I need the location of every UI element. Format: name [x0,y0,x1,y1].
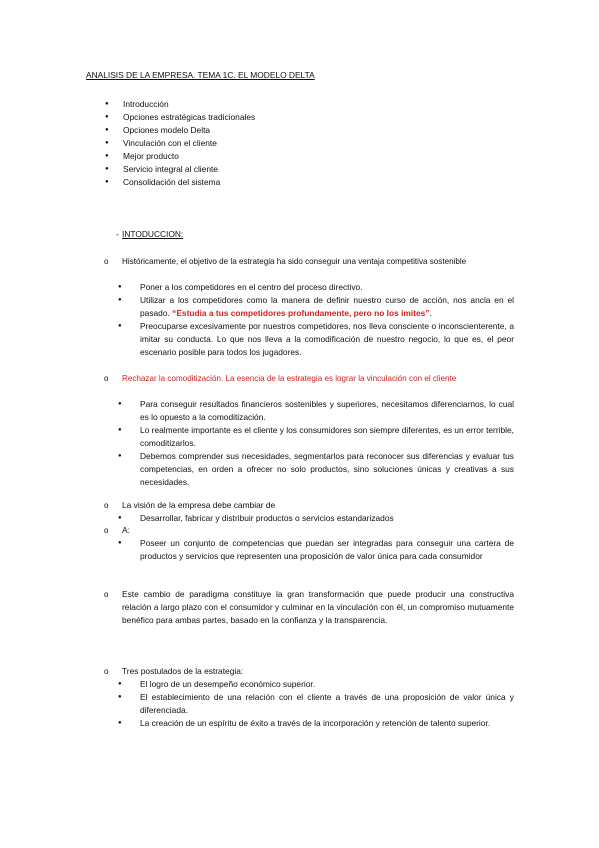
table-of-contents [105,98,255,189]
list-item: ● Desarrollar, fabricar y distribuir productos o servicios estandarizados [140,512,514,525]
circle-bullet: o [104,526,109,535]
list-item: ● El establecimiento de una relación con el cliente a través de una proposición de valor única y diferenciada. [140,691,514,717]
paragraph-lead: Rechazar la comoditización. La esencia de la estrategia es lograr la vinculación con el cliente [122,374,457,383]
toc-item: ● Introducción [105,98,255,111]
circle-bullet: o [104,374,109,383]
list-item: ● La creación de un espíritu de éxito a través de la incorporación y retención de talento superior. [140,717,514,730]
circle-bullet: o [104,590,109,599]
list-item: ● Poseer un conjunto de competencias que puedan ser integradas para conseguir una cartera de productos y servicios que representen una proposición de valor única para cada consumidor [140,537,514,563]
list-item-text: Utilizar a los competidores como la manera de definir nuestro curso de acción, nos ancla en el pasado. [140,295,514,318]
highlighted-quote: “Estudia a tus competidores profundamente, pero no los imites” [172,308,430,318]
paragraph-lead: Tres postulados de la estrategia: [122,666,244,676]
list-item: ● Para conseguir resultados financieros sostenibles y superiores, necesitamos diferenciarnos, lo cual es lo opuesto a la comoditización. [140,398,514,424]
circle-bullet: o [104,501,109,510]
bullet-list [140,678,514,730]
document-title: ANALISIS DE LA EMPRESA. TEMA 1C. EL MODELO DELTA [86,70,315,80]
list-item [140,294,514,320]
list-item: ● Preocuparse excesivamente por nuestros competidores, nos lleva consciente o inconscienterente, a imitar su conducta. Lo que nos lleva a la comodificación de nuestro negocio, lo que es, el peor escenario posible para todos los jugadores. [140,320,514,359]
paragraph-lead: A: [122,525,130,535]
section-heading: INTODUCCION: [122,229,184,239]
bullet-list [140,281,514,359]
bullet-list [140,398,514,489]
paragraph-lead: La visión de la empresa debe cambiar de [122,500,276,510]
list-item: ● Lo realmente importante es el cliente y los consumidores son siempre diferentes, es un error terrible, comoditizarlos. [140,424,514,450]
list-item: ● El logro de un desempeño económico superior. [140,678,514,691]
toc-item: ● Opciones modelo Delta [105,124,255,137]
paragraph-lead: Históricamente, el objetivo de la estrategia ha sido conseguir una ventaja competitiva sostenible [122,257,467,266]
toc-item: ● Vinculación con el cliente [105,137,255,150]
toc-item: ● Servicio integral al cliente [105,163,255,176]
dash-marker: - [116,229,119,239]
paragraph: Este cambio de paradigma constituye la gran transformación que puede producir una constructiva relación a largo plazo con el consumidor y culminar en la vinculación con él, un compromiso mutuamente benéfico para ambas partes, basado en la confianza y la transparencia. [122,589,514,625]
list-item: ● Debemos comprender sus necesidades, segmentarlos para reconocer sus diferencias y evaluar tus competencias, en orden a ofrecer no solo productos, sino soluciones únicas y creativas a sus necesidades. [140,450,514,489]
circle-bullet: o [104,667,109,676]
toc-item: ● Opciones estratégicas tradicionales [105,111,255,124]
toc-item: ● Consolidación del sistema [105,176,255,189]
bullet-list [140,537,514,563]
toc-item: ● Mejor producto [105,150,255,163]
list-item: ● Poner a los competidores en el centro del proceso directivo. [140,281,514,294]
quote-end: . [429,308,432,318]
circle-bullet: o [104,257,109,266]
